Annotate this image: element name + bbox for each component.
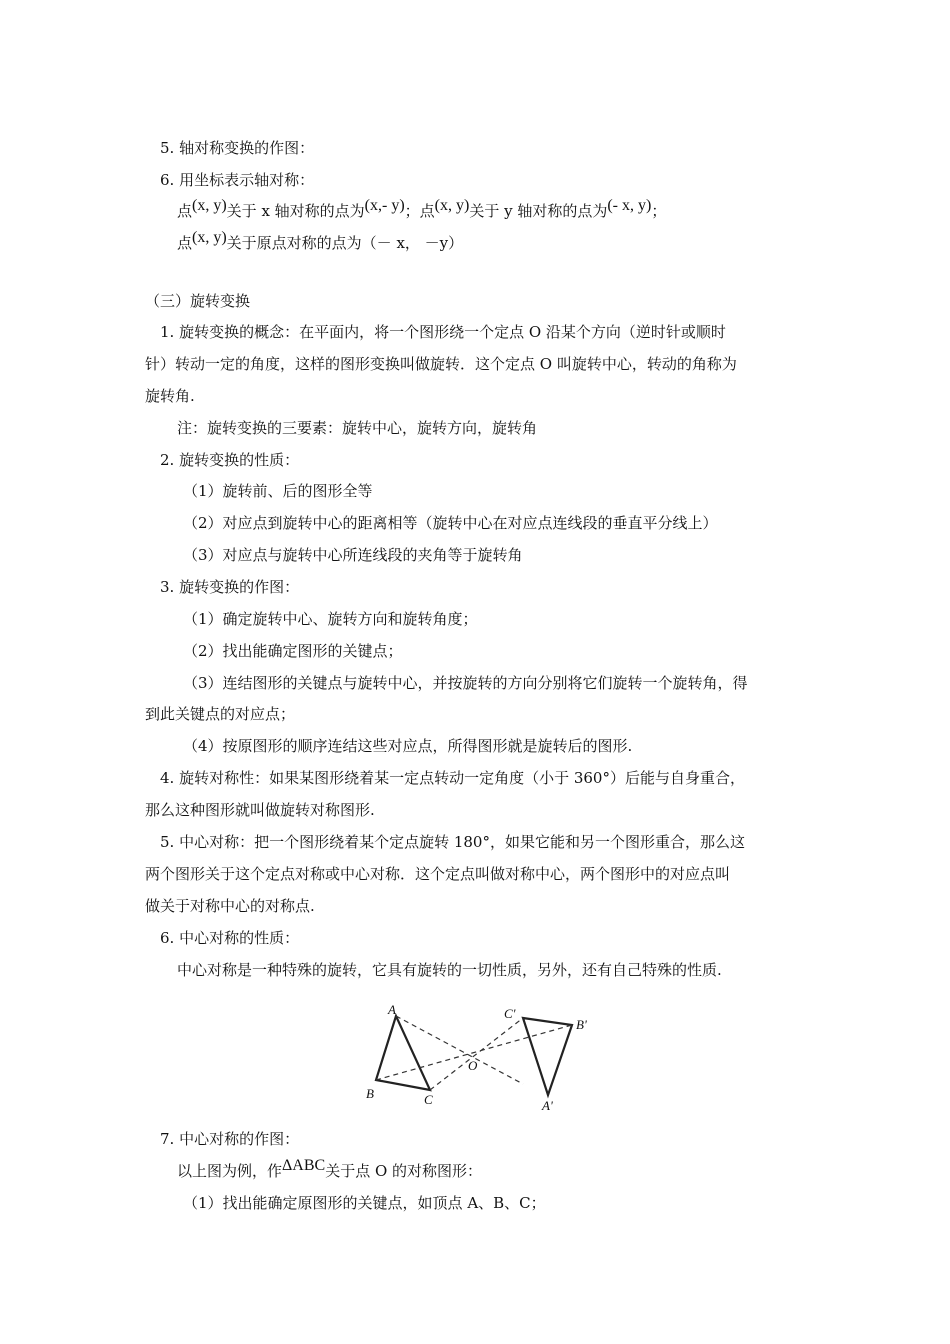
text-fragment: 点: [177, 234, 193, 252]
text-fragment: 关于 x 轴对称的点为: [226, 202, 365, 220]
label-a: A: [388, 1002, 396, 1017]
central-symmetry-line: 5. 中心对称：把一个图形绕着某个定点旋转 180°，如果它能和另一个图形重合，那么这: [160, 833, 745, 851]
label-o: O: [468, 1058, 478, 1073]
central-symmetry-construction-item: （1）找出能确定原图形的关键点，如顶点 A、B、C；: [183, 1194, 546, 1212]
rotation-property-item: （2）对应点到旋转中心的距离相等（旋转中心在对应点连线段的垂直平分线上）: [183, 514, 718, 532]
text-fragment: 关于原点对称的点为（－ x， －y）: [226, 234, 464, 252]
text-fragment: ；: [651, 202, 667, 220]
axis-symmetry-line-1: [177, 197, 667, 222]
central-symmetry-properties-text: 中心对称是一种特殊的旋转，它具有旋转的一切性质，另外，还有自己特殊的性质.: [177, 961, 722, 979]
rotation-construction-item: （3）连结图形的关键点与旋转中心，并按旋转的方向分别将它们旋转一个旋转角，得: [183, 674, 748, 692]
rotational-symmetry-line: 那么这种图形就叫做旋转对称图形.: [145, 801, 375, 819]
math-point: (- x, y): [607, 197, 652, 214]
rotation-concept-line: 旋转角.: [145, 387, 195, 405]
text-fragment: 点: [177, 202, 193, 220]
rotation-properties-heading: 2. 旋转变换的性质：: [160, 451, 300, 469]
rotation-concept-line: 针）转动一定的角度，这样的图形变换叫做旋转．这个定点 O 叫旋转中心，转动的角称为: [145, 355, 737, 373]
central-symmetry-construction-intro: [177, 1157, 483, 1182]
label-b: B: [366, 1086, 374, 1101]
part-3-title: （三）旋转变换: [145, 292, 251, 310]
section-6-heading: 6. 用坐标表示轴对称：: [160, 171, 315, 189]
text-fragment: ；点: [404, 202, 435, 220]
text-fragment: 以上图为例，作: [177, 1162, 283, 1180]
label-c-prime: C': [504, 1006, 516, 1021]
math-point: (x, y): [192, 229, 227, 246]
rotation-note: 注：旋转变换的三要素：旋转中心，旋转方向，旋转角: [177, 419, 538, 437]
label-a-prime: A': [542, 1098, 553, 1113]
rotation-construction-item: （2）找出能确定图形的关键点；: [183, 642, 403, 660]
central-symmetry-properties-heading: 6. 中心对称的性质：: [160, 929, 300, 947]
central-symmetry-line: 两个图形关于这个定点对称或中心对称．这个定点叫做对称中心，两个图形中的对应点叫: [145, 865, 731, 883]
math-triangle: ΔABC: [282, 1157, 326, 1174]
text-fragment: 关于点 O 的对称图形：: [325, 1162, 483, 1180]
math-point: (x, y): [434, 197, 470, 214]
text-fragment: 关于 y 轴对称的点为: [469, 202, 608, 220]
triangle-a2b2c2: [523, 1018, 572, 1095]
rotation-construction-heading: 3. 旋转变换的作图：: [160, 578, 300, 596]
rotation-concept-line: 1. 旋转变换的概念：在平面内，将一个图形绕一个定点 O 沿某个方向（逆时针或顺时: [160, 323, 726, 341]
central-symmetry-line: 做关于对称中心的对称点.: [145, 897, 315, 915]
rotation-construction-item: （1）确定旋转中心、旋转方向和旋转角度；: [183, 610, 478, 628]
axis-symmetry-line-2: [177, 229, 464, 254]
label-c: C: [424, 1092, 433, 1107]
central-symmetry-construction-heading: 7. 中心对称的作图：: [160, 1130, 300, 1148]
rotational-symmetry-line: 4. 旋转对称性：如果某图形绕着某一定点转动一定角度（小于 360°）后能与自身重合，: [160, 769, 745, 787]
section-5-heading: 5. 轴对称变换的作图：: [160, 139, 315, 157]
rotation-construction-item: （4）按原图形的顺序连结这些对应点，所得图形就是旋转后的图形.: [183, 737, 633, 755]
rotation-property-item: （3）对应点与旋转中心所连线段的夹角等于旋转角: [183, 546, 523, 564]
triangle-abc: [376, 1016, 430, 1090]
central-symmetry-figure: [358, 1000, 598, 1116]
math-point: (x, y): [192, 197, 227, 214]
math-point: (x,- y): [364, 197, 405, 214]
rotation-property-item: （1）旋转前、后的图形全等: [183, 482, 373, 500]
rotation-construction-item: 到此关键点的对应点；: [145, 705, 296, 723]
label-b-prime: B': [576, 1017, 587, 1032]
